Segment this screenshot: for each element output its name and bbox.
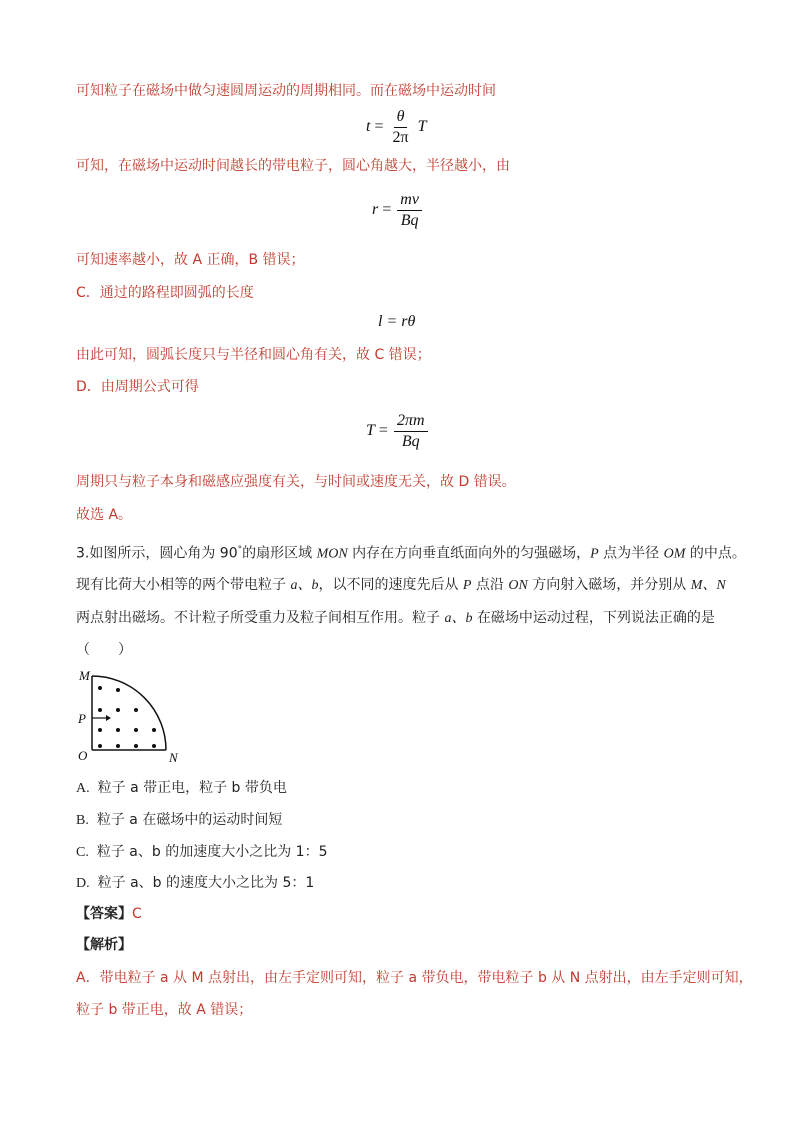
question-3-line-1	[76, 540, 746, 565]
q3-var-mn: M、N	[690, 578, 726, 593]
explanation-line-1: 可知粒子在磁场中做匀速圆周运动的周期相同。而在磁场中运动时间	[76, 83, 496, 99]
label-p: P	[78, 711, 86, 726]
choice-c-label: C.	[76, 845, 89, 860]
explanation-line-5: 由此可知，圆弧长度只与半径和圆心角有关，故 C 错误；	[76, 347, 431, 363]
formula-radius-eq: =	[382, 201, 392, 219]
formula-radius-lhs: r	[372, 201, 379, 219]
choice-b[interactable]	[76, 810, 282, 831]
formula-arc-length: l = rθ	[378, 313, 416, 330]
sector-arc	[92, 676, 166, 750]
label-n: N	[169, 750, 178, 765]
q3-text: 3.如图所示，圆心角为 90	[76, 545, 238, 562]
question-3-line-3	[76, 608, 715, 629]
formula-period-eq: =	[378, 422, 388, 440]
formula-radius	[372, 191, 424, 230]
choice-a-text: 粒子 a 带正电，粒子 b 带负电	[97, 780, 287, 796]
formula-time-lhs: t	[366, 118, 371, 136]
analysis-line-2: 粒子 b 带正电，故 A 错误；	[76, 1002, 253, 1018]
formula-period	[366, 412, 430, 451]
formula-period-fraction	[394, 412, 428, 451]
q3-text: 点为半径	[598, 545, 664, 562]
choice-a-label: A.	[76, 781, 90, 796]
q3-text: ，以不同的速度先后从	[318, 577, 463, 593]
formula-time	[366, 108, 426, 147]
analysis-line-1: A．带电粒子 a 从 M 点射出，由左手定则可知，粒子 a 带负电，带电粒子 b 从 N 点射出，由左手定则可知，	[76, 970, 753, 986]
explanation-line-2: 可知，在磁场中运动时间越长的带电粒子，圆心角越大，半径越小，由	[76, 158, 510, 174]
question-3-answer-blank: （ ）	[76, 642, 132, 658]
choice-d[interactable]	[76, 873, 314, 894]
explanation-conclusion: 故选 A。	[76, 507, 133, 523]
analysis-tag: 【解析】	[76, 937, 132, 953]
q3-text: 的扇形区域	[242, 545, 317, 562]
q3-var-ab: a、b	[290, 578, 319, 593]
q3-text: 方向射入磁场，并分别从	[527, 577, 691, 593]
q3-degree: °	[237, 545, 243, 555]
q3-var-mon: MON	[316, 546, 348, 562]
q3-var-p: P	[590, 546, 599, 562]
label-m: M	[79, 668, 90, 683]
choice-b-label: B.	[76, 813, 89, 828]
explanation-line-4: C．通过的路程即圆弧的长度	[76, 285, 254, 301]
formula-time-fraction	[389, 108, 411, 147]
q3-text: 点沿	[471, 577, 509, 593]
entry-arrow-head	[106, 715, 111, 721]
formula-period-lhs: T	[366, 422, 375, 440]
q3-text: 内存在方向垂直纸面向外的匀强磁场，	[347, 545, 591, 562]
answer-value: C	[132, 906, 142, 922]
formula-radius-fraction	[397, 191, 422, 230]
q3-text: 的中点。	[685, 545, 746, 562]
question-3-line-2	[76, 575, 726, 596]
formula-time-eq: =	[374, 118, 384, 136]
formula-radius-numerator: mv	[397, 191, 422, 211]
choice-d-label: D.	[76, 876, 90, 891]
q3-var-om: OM	[663, 546, 686, 562]
choice-b-text: 粒子 a 在磁场中的运动时间短	[96, 812, 283, 828]
formula-time-period: T	[417, 118, 427, 136]
q3-var-p: P	[462, 578, 472, 593]
q3-text: 在磁场中运动过程，下列说法正确的是	[472, 610, 715, 626]
choice-c[interactable]	[76, 842, 327, 863]
formula-time-denominator: 2π	[392, 129, 409, 146]
q3-var-ab: a、b	[444, 611, 473, 626]
label-o: O	[78, 748, 88, 763]
q3-var-on: ON	[508, 578, 528, 593]
explanation-line-3: 可知速率越小，故 A 正确，B 错误；	[76, 252, 305, 268]
answer-line	[76, 904, 142, 924]
formula-period-numerator: 2πm	[394, 412, 428, 432]
formula-time-numerator: θ	[394, 108, 408, 128]
q3-text: 现有比荷大小相等的两个带电粒子	[76, 577, 291, 593]
choice-c-text: 粒子 a、b 的加速度大小之比为 1：5	[96, 844, 328, 860]
magnetic-field-diagram	[76, 668, 186, 768]
explanation-line-7: 周期只与粒子本身和磁感应强度有关，与时间或速度无关，故 D 错误。	[76, 474, 516, 490]
formula-radius-denominator: Bq	[400, 212, 419, 229]
explanation-line-6: D．由周期公式可得	[76, 379, 199, 395]
choice-a[interactable]	[76, 778, 287, 799]
formula-period-denominator: Bq	[401, 433, 420, 450]
choice-d-text: 粒子 a、b 的速度大小之比为 5：1	[97, 875, 315, 891]
answer-tag: 【答案】	[76, 906, 132, 922]
q3-text: 两点射出磁场。不计粒子所受重力及粒子间相互作用。粒子	[76, 610, 445, 626]
